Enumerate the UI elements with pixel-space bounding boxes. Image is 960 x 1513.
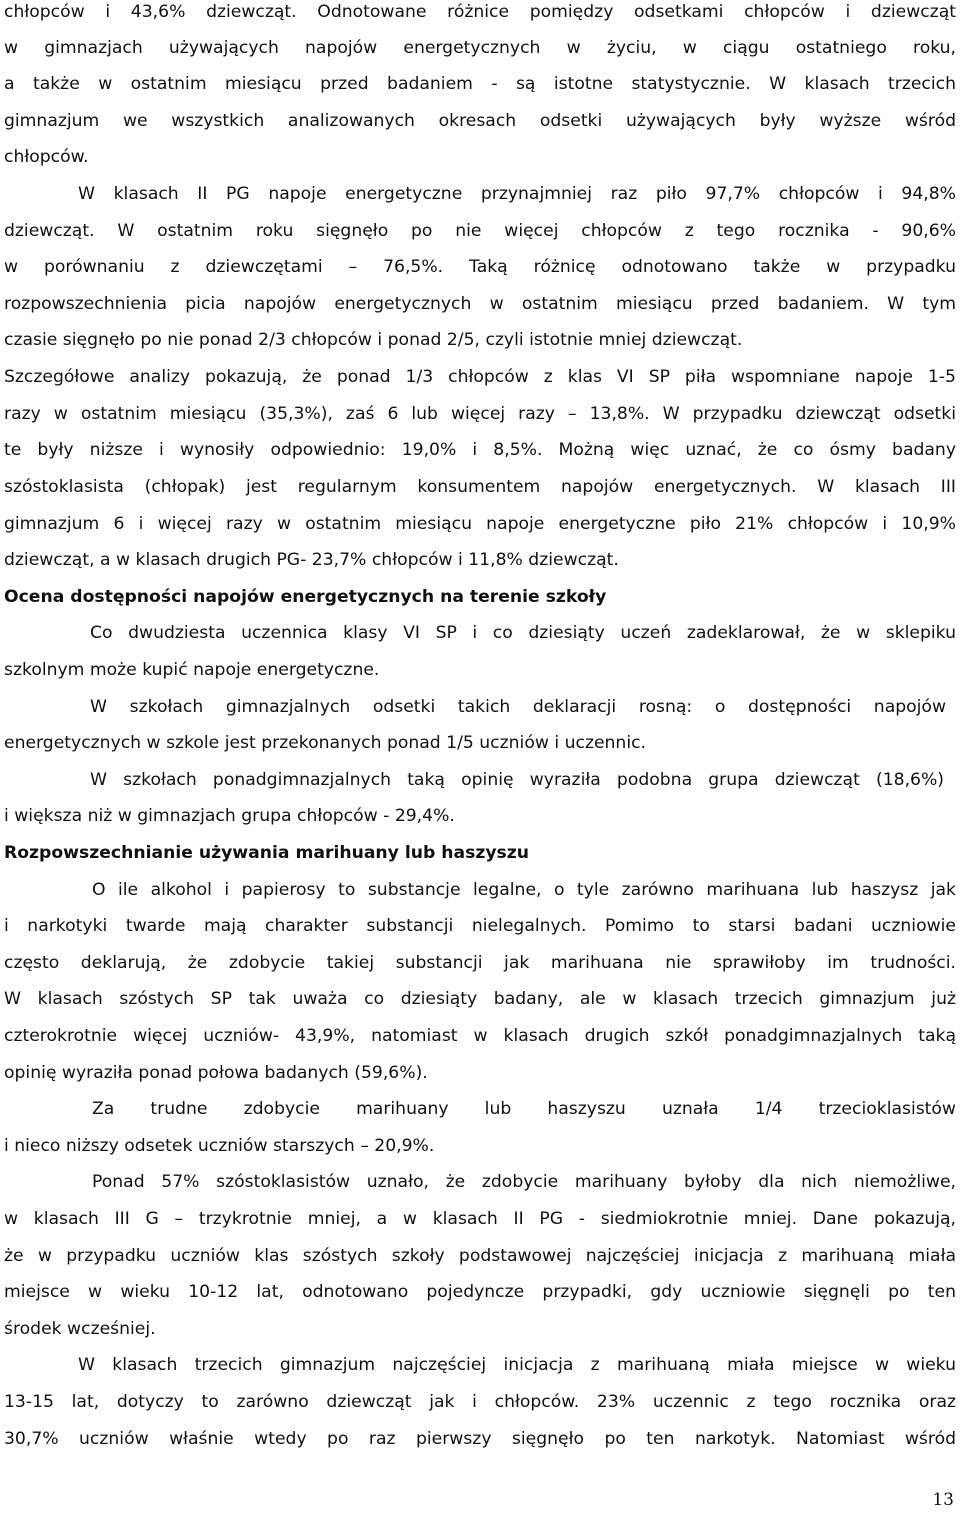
text-line: Co dwudziesta uczennica klasy VI SP i co dziesiąty uczeń zadeklarował, że w sklepiku xyxy=(90,623,956,643)
text-line: szkolnym może kupić napoje energetyczne. xyxy=(4,660,380,680)
text-line: W szkołach ponadgimnazjalnych taką opinię wyraziła podobna grupa dziewcząt (18,6%) xyxy=(90,770,944,790)
text-line: czasie sięgnęło po nie ponad 2/3 chłopców i ponad 2/5, czyli istotnie mniej dziewcząt. xyxy=(4,330,743,350)
text-line: Ponad 57% szóstoklasistów uznało, że zdobycie marihuany byłoby dla nich niemożliwe, xyxy=(92,1172,956,1192)
text-line: W klasach trzecich gimnazjum najczęściej inicjacja z marihuaną miała miejsce w wieku xyxy=(78,1355,956,1375)
text-line: opinię wyraziła ponad połowa badanych (59,6%). xyxy=(4,1063,428,1083)
text-line: chłopców i 43,6% dziewcząt. Odnotowane różnice pomiędzy odsetkami chłopców i dziewcząt xyxy=(4,2,956,22)
text-line: te były niższe i wynosiły odpowiednio: 19,0% i 8,5%. Możną więc uznać, że co ósmy badany xyxy=(4,440,956,460)
text-line: W klasach szóstych SP tak uważa co dziesiąty badany, ale w klasach trzecich gimnazjum już xyxy=(4,989,956,1009)
text-line: i narkotyki twarde mają charakter substancji nielegalnych. Pomimo to starsi badani uczniowie xyxy=(4,916,956,936)
text-line: Szczegółowe analizy pokazują, że ponad 1/3 chłopców z klas VI SP piła wspomniane napoje 1-5 xyxy=(4,367,956,387)
text-line: W klasach II PG napoje energetyczne przynajmniej raz piło 97,7% chłopców i 94,8% xyxy=(78,184,956,204)
text-line: O ile alkohol i papierosy to substancje legalne, o tyle zarówno marihuana lub haszysz jak xyxy=(92,880,956,900)
section-heading: Rozpowszechnianie używania marihuany lub haszyszu xyxy=(4,843,529,863)
text-line: środek wcześniej. xyxy=(4,1319,156,1339)
text-line: dziewcząt. W ostatnim roku sięgnęło po nie więcej chłopców z tego rocznika - 90,6% xyxy=(4,221,956,241)
text-line: gimnazjum we wszystkich analizowanych okresach odsetki używających były wyższe wśród xyxy=(4,111,956,131)
text-line: a także w ostatnim miesiącu przed badaniem - są istotne statystycznie. W klasach trzecich xyxy=(4,74,956,94)
text-line: Za trudne zdobycie marihuany lub haszyszu uznała 1/4 trzecioklasistów xyxy=(92,1099,956,1119)
text-line: W szkołach gimnazjalnych odsetki takich deklaracji rosną: o dostępności napojów xyxy=(90,697,946,717)
text-line: i większa niż w gimnazjach grupa chłopców - 29,4%. xyxy=(4,806,455,826)
text-line: chłopców. xyxy=(4,147,89,167)
text-line: w klasach III G – trzykrotnie mniej, a w klasach II PG - siedmiokrotnie mniej. Dane pokazują, xyxy=(4,1209,956,1229)
text-line: czterokrotnie więcej uczniów- 43,9%, natomiast w klasach drugich szkół ponadgimnazjalnych taką xyxy=(4,1026,956,1046)
text-line: że w przypadku uczniów klas szóstych szkoły podstawowej najczęściej inicjacja z marihuaną miała xyxy=(4,1246,956,1266)
text-line: energetycznych w szkole jest przekonanych ponad 1/5 uczniów i uczennic. xyxy=(4,733,647,753)
text-line: rozpowszechnienia picia napojów energetycznych w ostatnim miesiącu przed badaniem. W tym xyxy=(4,294,956,314)
page-number: 13 xyxy=(932,1490,954,1510)
text-line: 13-15 lat, dotyczy to zarówno dziewcząt jak i chłopców. 23% uczennic z tego rocznika oraz xyxy=(4,1392,956,1412)
text-line: razy w ostatnim miesiącu (35,3%), zaś 6 lub więcej razy – 13,8%. W przypadku dziewcząt odsetki xyxy=(4,404,956,424)
text-line: często deklarują, że zdobycie takiej substancji jak marihuana nie sprawiłoby im trudności. xyxy=(4,953,956,973)
text-line: 30,7% uczniów właśnie wtedy po raz pierwszy sięgnęło po ten narkotyk. Natomiast wśród xyxy=(4,1429,956,1449)
text-line: i nieco niższy odsetek uczniów starszych – 20,9%. xyxy=(4,1136,435,1156)
text-line: miejsce w wieku 10-12 lat, odnotowano pojedyncze przypadki, gdy uczniowie sięgnęli po ten xyxy=(4,1282,956,1302)
text-line: dziewcząt, a w klasach drugich PG- 23,7% chłopców i 11,8% dziewcząt. xyxy=(4,550,619,570)
text-line: gimnazjum 6 i więcej razy w ostatnim miesiącu napoje energetyczne piło 21% chłopców i 10,9% xyxy=(4,514,956,534)
text-line: w gimnazjach używających napojów energetycznych w życiu, w ciągu ostatniego roku, xyxy=(4,38,956,58)
section-heading: Ocena dostępności napojów energetycznych na terenie szkoły xyxy=(4,587,607,607)
text-line: w porównaniu z dziewczętami – 76,5%. Taką różnicę odnotowano także w przypadku xyxy=(4,257,956,277)
text-line: szóstoklasista (chłopak) jest regularnym konsumentem napojów energetycznych. W klasach III xyxy=(4,477,956,497)
